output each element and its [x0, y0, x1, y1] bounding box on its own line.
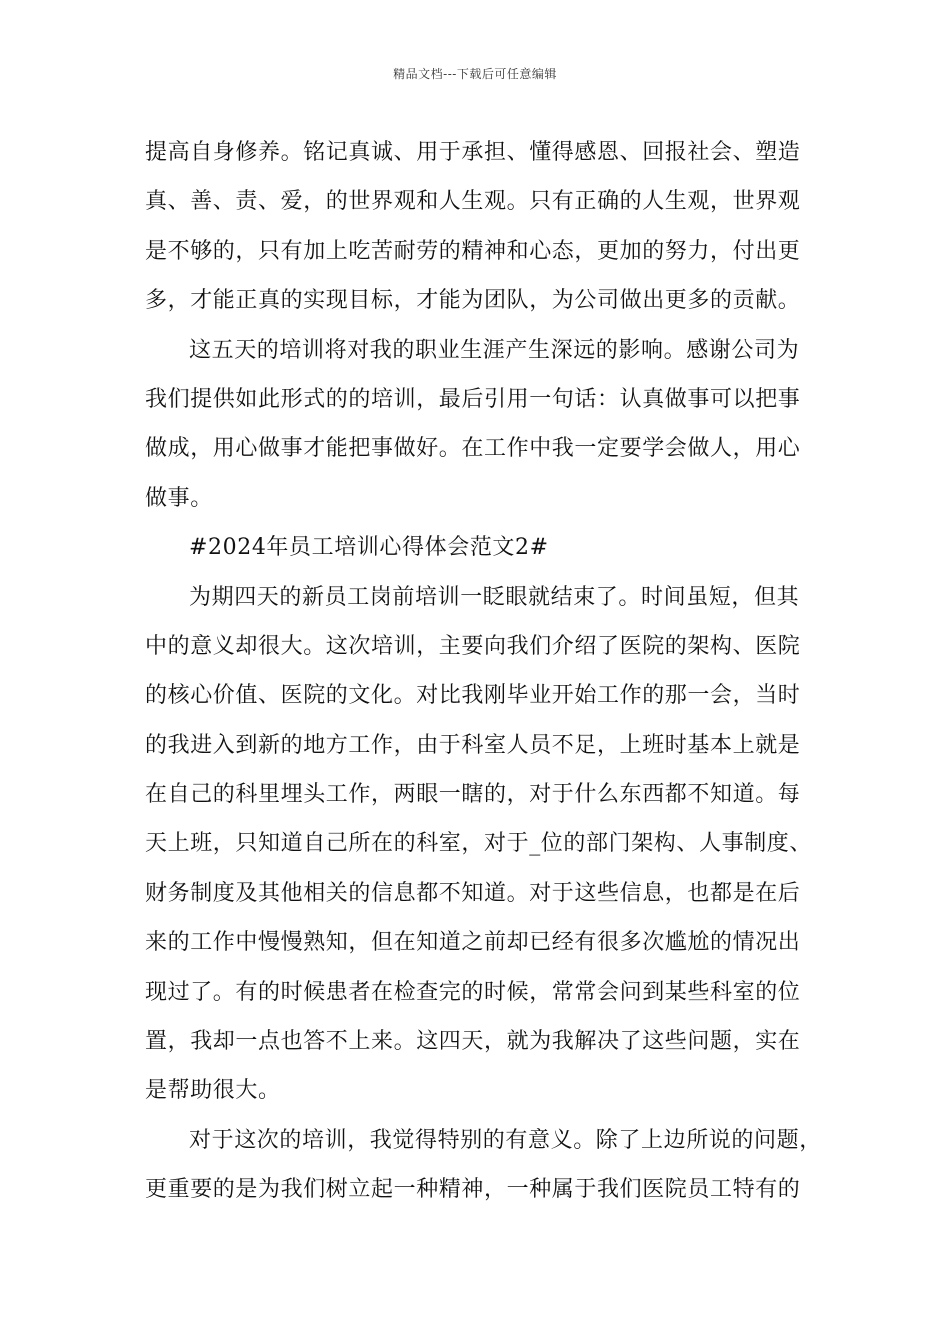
- text-line: 的核心价值、医院的文化。对比我刚毕业开始工作的那一会，当时: [145, 683, 801, 709]
- document-body: [145, 128, 835, 1215]
- text-line: 多，才能正真的实现目标，才能为团队，为公司做出更多的贡献。: [145, 288, 801, 314]
- text-line: 来的工作中慢慢熟知，但在知道之前却已经有很多次尴尬的情况出: [145, 930, 801, 956]
- text-line: 财务制度及其他相关的信息都不知道。对于这些信息，也都是在后: [145, 880, 801, 906]
- text-line: 真、善、责、爱，的世界观和人生观。只有正确的人生观，世界观: [145, 189, 801, 215]
- text-line: 更重要的是为我们树立起一种精神，一种属于我们医院员工特有的: [145, 1177, 801, 1203]
- page-header: 精品文档---下载后可任意编辑: [393, 67, 557, 81]
- text-line: 是帮助很大。: [145, 1078, 281, 1104]
- text-line: 中的意义却很大。这次培训，主要向我们介绍了医院的架构、医院: [145, 633, 801, 659]
- text-line: 的我进入到新的地方工作，由于科室人员不足，上班时基本上就是: [145, 732, 801, 758]
- text-line: 在自己的科里埋头工作，两眼一瞎的，对于什么东西都不知道。每: [145, 782, 801, 808]
- paragraph-first-line: 这五天的培训将对我的职业生涯产生深远的影响。感谢公司为: [189, 337, 800, 363]
- text-line: 提高自身修养。铭记真诚、用于承担、懂得感恩、回报社会、塑造: [145, 140, 801, 165]
- text-line: 我们提供如此形式的的培训，最后引用一句话：认真做事可以把事: [145, 386, 801, 412]
- paragraph-first-line: 为期四天的新员工岗前培训一眨眼就结束了。时间虽短，但其: [189, 584, 800, 610]
- text-line: 置，我却一点也答不上来。这四天，就为我解决了这些问题，实在: [145, 1029, 801, 1055]
- text-line: 天上班，只知道自己所在的科室，对于_位的部门架构、人事制度、: [145, 831, 813, 857]
- section-heading: #2024年员工培训心得体会范文2#: [189, 535, 549, 561]
- text-line: 做事。: [145, 485, 213, 511]
- text-line: 是不够的，只有加上吃苦耐劳的精神和心态，更加的努力，付出更: [145, 238, 801, 264]
- paragraph-first-line: 对于这次的培训，我觉得特别的有意义。除了上边所说的问题，: [189, 1127, 822, 1153]
- text-line: 现过了。有的时候患者在检查完的时候，常常会问到某些科室的位: [145, 979, 801, 1005]
- text-line: 做成，用心做事才能把事做好。在工作中我一定要学会做人，用心: [145, 436, 801, 462]
